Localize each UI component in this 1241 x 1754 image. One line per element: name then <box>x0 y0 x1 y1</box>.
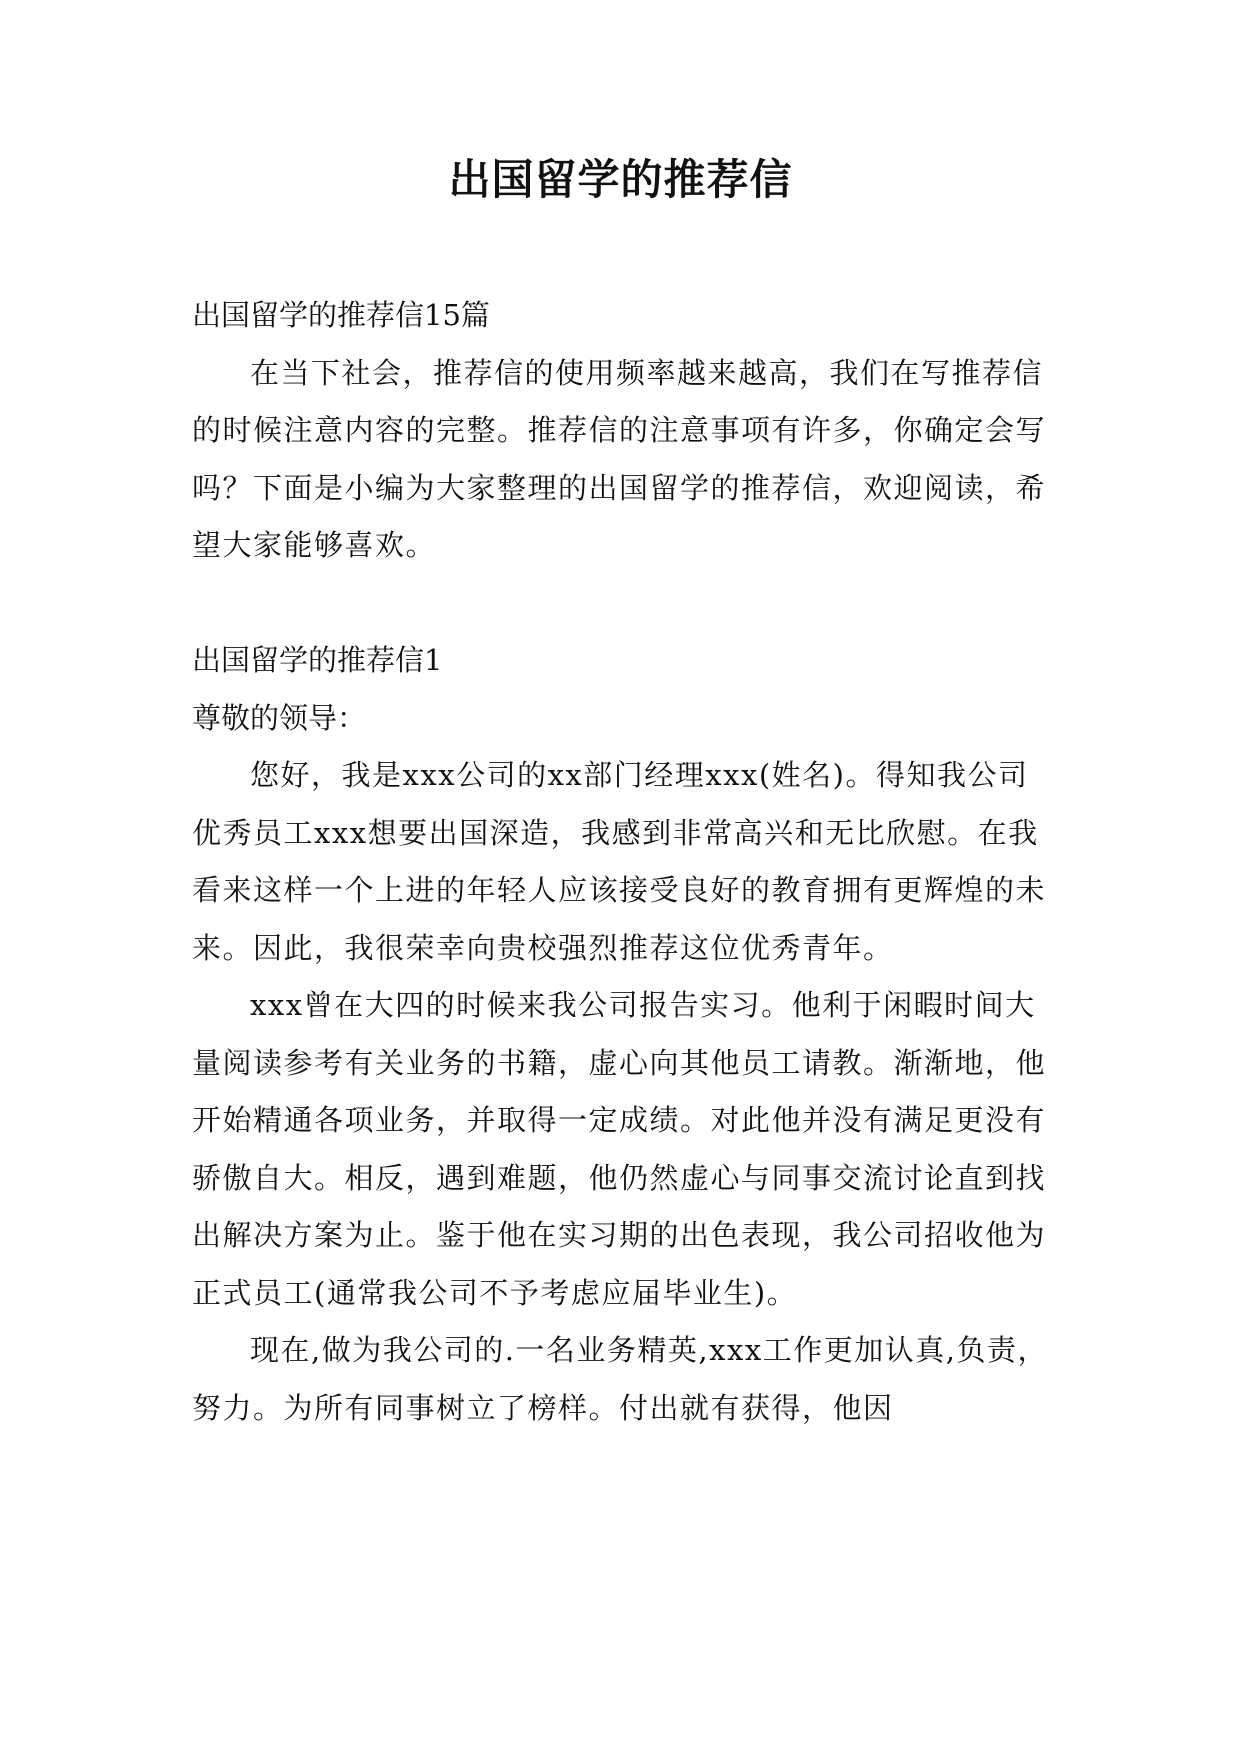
body-paragraph-1: 您好，我是xxx公司的xx部门经理xxx(姓名)。得知我公司优秀员工xxx想要出国深造，我感到非常高兴和无比欣慰。在我看来这样一个上进的年轻人应该接受良好的教育拥有更辉煌的未来。因此，我很荣幸向贵校强烈推荐这位优秀青年。 <box>192 758 1047 965</box>
body-paragraph-3: 现在,做为我公司的.一名业务精英,xxx工作更加认真,负责，努力。为所有同事树立了榜样。付出就有获得，他因 <box>192 1333 1048 1425</box>
document-subtitle: 出国留学的推荐信15篇 <box>192 298 490 332</box>
body-paragraph-2: xxx曾在大四的时候来我公司报告实习。他利于闲暇时间大量阅读参考有关业务的书籍，虚心向其他员工请教。渐渐地，他开始精通各项业务，并取得一定成绩。对此他并没有满足更没有骄傲自大。相反，遇到难题，他仍然虚心与同事交流讨论直到找出解决方案为止。鉴于他在实习期的出色表现，我公司招收他为正式员工(通常我公司不予考虑应届毕业生)。 <box>192 988 1047 1310</box>
salutation: 尊敬的领导： <box>192 700 367 735</box>
paragraph-spacer <box>192 575 1056 633</box>
section-heading: 出国留学的推荐信1 <box>192 643 443 677</box>
intro-paragraph: 在当下社会，推荐信的使用频率越来越高，我们在写推荐信的时候注意内容的完整。推荐信的注意事项有许多，你确定会写吗？下面是小编为大家整理的出国留学的推荐信，欢迎阅读，希望大家能够喜欢。 <box>192 355 1047 562</box>
document-title: 出国留学的推荐信 <box>448 155 793 204</box>
document-body <box>192 287 1056 1437</box>
